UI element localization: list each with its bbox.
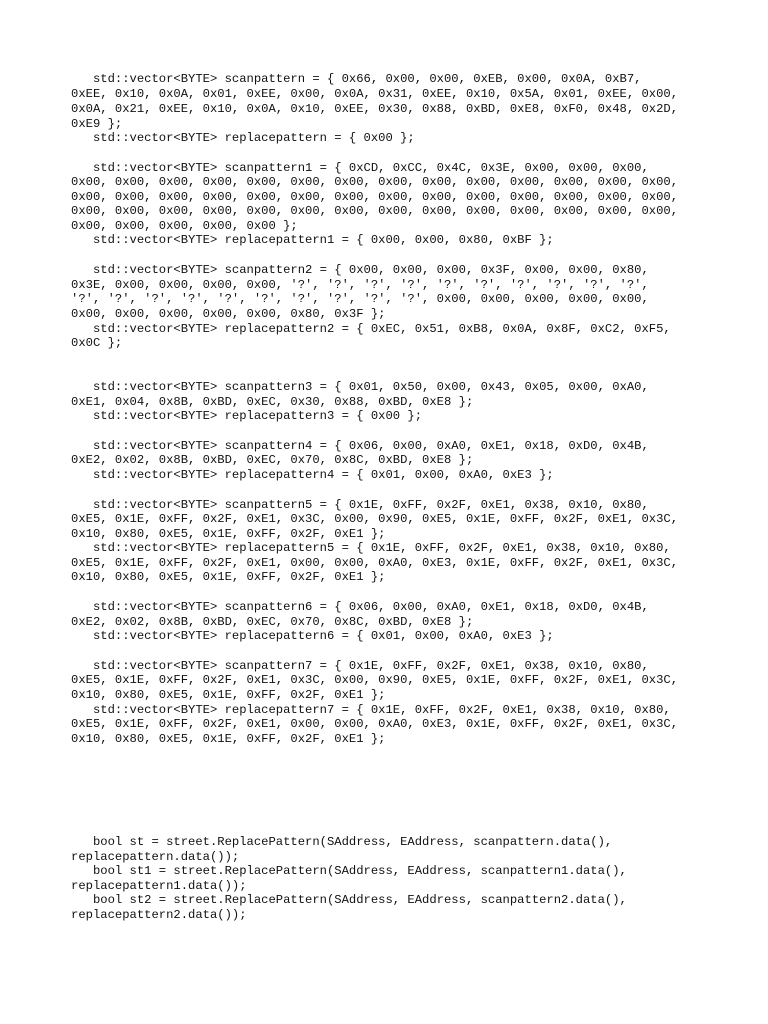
code-line: bool st1 = street.ReplacePattern(SAddress, EAddress, scanpattern1.data(), <box>71 864 627 878</box>
code-line: 0xE5, 0x1E, 0xFF, 0x2F, 0xE1, 0x3C, 0x00, 0x90, 0xE5, 0x1E, 0xFF, 0x2F, 0xE1, 0x3C, <box>71 673 679 687</box>
code-line: std::vector<BYTE> replacepattern6 = { 0x01, 0x00, 0xA0, 0xE3 }; <box>71 629 554 643</box>
code-line: 0x10, 0x80, 0xE5, 0x1E, 0xFF, 0x2F, 0xE1 }; <box>71 527 386 541</box>
code-line: 0x0C }; <box>71 336 123 350</box>
code-line: std::vector<BYTE> scanpattern5 = { 0x1E, 0xFF, 0x2F, 0xE1, 0x38, 0x10, 0x80, <box>71 498 649 512</box>
code-line: 0x0A, 0x21, 0xEE, 0x10, 0x0A, 0x10, 0xEE, 0x30, 0x88, 0xBD, 0xE8, 0xF0, 0x48, 0x2D, <box>71 102 679 116</box>
code-line: 0xE2, 0x02, 0x8B, 0xBD, 0xEC, 0x70, 0x8C, 0xBD, 0xE8 }; <box>71 453 474 467</box>
code-line: 0x00, 0x00, 0x00, 0x00, 0x00, 0x00, 0x00, 0x00, 0x00, 0x00, 0x00, 0x00, 0x00, 0x00, <box>71 204 679 218</box>
code-line: 0xE2, 0x02, 0x8B, 0xBD, 0xEC, 0x70, 0x8C, 0xBD, 0xE8 }; <box>71 615 474 629</box>
code-line: std::vector<BYTE> scanpattern3 = { 0x01, 0x50, 0x00, 0x43, 0x05, 0x00, 0xA0, <box>71 380 649 394</box>
code-line: replacepattern1.data()); <box>71 879 247 893</box>
code-line: 0xE5, 0x1E, 0xFF, 0x2F, 0xE1, 0x00, 0x00, 0xA0, 0xE3, 0x1E, 0xFF, 0x2F, 0xE1, 0x3C, <box>71 556 679 570</box>
code-line: 0x00, 0x00, 0x00, 0x00, 0x00, 0x00, 0x00, 0x00, 0x00, 0x00, 0x00, 0x00, 0x00, 0x00, <box>71 175 679 189</box>
code-line: 0xE1, 0x04, 0x8B, 0xBD, 0xEC, 0x30, 0x88, 0xBD, 0xE8 }; <box>71 395 474 409</box>
code-line: std::vector<BYTE> scanpattern7 = { 0x1E, 0xFF, 0x2F, 0xE1, 0x38, 0x10, 0x80, <box>71 659 649 673</box>
code-line: 0xE5, 0x1E, 0xFF, 0x2F, 0xE1, 0x3C, 0x00, 0x90, 0xE5, 0x1E, 0xFF, 0x2F, 0xE1, 0x3C, <box>71 512 679 526</box>
code-line: 0x00, 0x00, 0x00, 0x00, 0x00, 0x80, 0x3F }; <box>71 307 386 321</box>
code-line: bool st2 = street.ReplacePattern(SAddress, EAddress, scanpattern2.data(), <box>71 893 627 907</box>
code-line: std::vector<BYTE> replacepattern3 = { 0x00 }; <box>71 409 423 423</box>
code-line: std::vector<BYTE> replacepattern7 = { 0x1E, 0xFF, 0x2F, 0xE1, 0x38, 0x10, 0x80, <box>71 703 671 717</box>
code-line: std::vector<BYTE> scanpattern4 = { 0x06, 0x00, 0xA0, 0xE1, 0x18, 0xD0, 0x4B, <box>71 439 649 453</box>
code-line: std::vector<BYTE> scanpattern1 = { 0xCD, 0xCC, 0x4C, 0x3E, 0x00, 0x00, 0x00, <box>71 161 649 175</box>
code-line: 0xE5, 0x1E, 0xFF, 0x2F, 0xE1, 0x00, 0x00, 0xA0, 0xE3, 0x1E, 0xFF, 0x2F, 0xE1, 0x3C, <box>71 717 679 731</box>
code-line: bool st = street.ReplacePattern(SAddress, EAddress, scanpattern.data(), <box>71 835 613 849</box>
code-line: std::vector<BYTE> replacepattern = { 0x00 }; <box>71 131 415 145</box>
code-line: 0x10, 0x80, 0xE5, 0x1E, 0xFF, 0x2F, 0xE1 }; <box>71 732 386 746</box>
code-line: std::vector<BYTE> replacepattern1 = { 0x00, 0x00, 0x80, 0xBF }; <box>71 233 554 247</box>
code-line: replacepattern.data()); <box>71 850 240 864</box>
code-line: 0x3E, 0x00, 0x00, 0x00, 0x00, '?', '?', '?', '?', '?', '?', '?', '?', '?', '?', <box>71 278 649 292</box>
code-line: 0x00, 0x00, 0x00, 0x00, 0x00, 0x00, 0x00, 0x00, 0x00, 0x00, 0x00, 0x00, 0x00, 0x00, <box>71 190 679 204</box>
code-line: std::vector<BYTE> scanpattern2 = { 0x00, 0x00, 0x00, 0x3F, 0x00, 0x00, 0x80, <box>71 263 649 277</box>
code-line: std::vector<BYTE> scanpattern = { 0x66, 0x00, 0x00, 0xEB, 0x00, 0x0A, 0xB7, <box>71 72 642 86</box>
code-line: replacepattern2.data()); <box>71 908 247 922</box>
code-line: std::vector<BYTE> scanpattern6 = { 0x06, 0x00, 0xA0, 0xE1, 0x18, 0xD0, 0x4B, <box>71 600 649 614</box>
code-line: 0x10, 0x80, 0xE5, 0x1E, 0xFF, 0x2F, 0xE1 }; <box>71 570 386 584</box>
code-line: '?', '?', '?', '?', '?', '?', '?', '?', '?', '?', 0x00, 0x00, 0x00, 0x00, 0x00, <box>71 292 649 306</box>
code-line: 0x00, 0x00, 0x00, 0x00, 0x00 }; <box>71 219 298 233</box>
code-line: std::vector<BYTE> replacepattern5 = { 0x1E, 0xFF, 0x2F, 0xE1, 0x38, 0x10, 0x80, <box>71 541 671 555</box>
code-line: 0x10, 0x80, 0xE5, 0x1E, 0xFF, 0x2F, 0xE1 }; <box>71 688 386 702</box>
code-line: std::vector<BYTE> replacepattern4 = { 0x01, 0x00, 0xA0, 0xE3 }; <box>71 468 554 482</box>
code-line: 0xE9 }; <box>71 117 123 131</box>
code-line: std::vector<BYTE> replacepattern2 = { 0xEC, 0x51, 0xB8, 0x0A, 0x8F, 0xC2, 0xF5, <box>71 322 671 336</box>
code-line: 0xEE, 0x10, 0x0A, 0x01, 0xEE, 0x00, 0x0A, 0x31, 0xEE, 0x10, 0x5A, 0x01, 0xEE, 0x00, <box>71 87 679 101</box>
